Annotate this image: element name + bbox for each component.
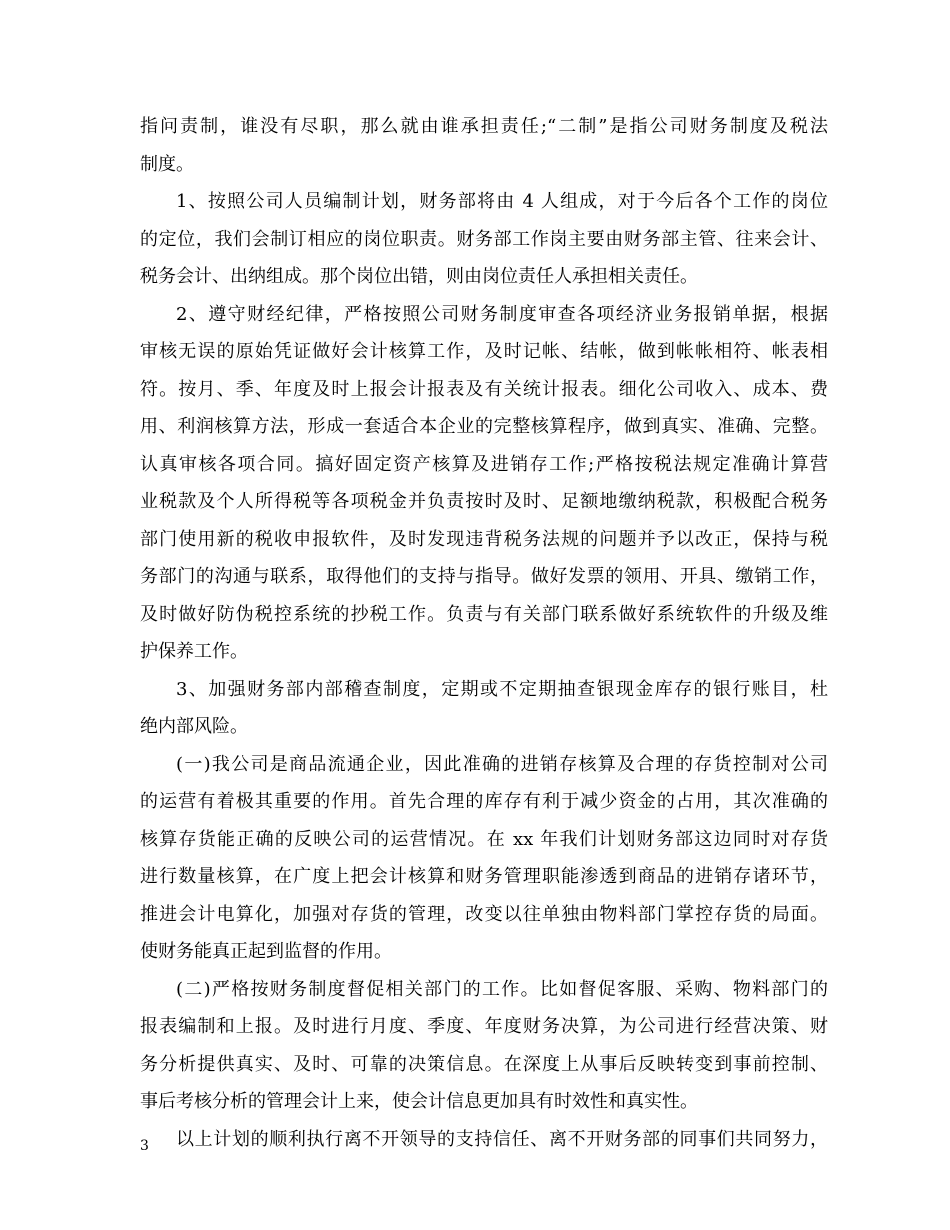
text-line: (二)严格按财务制度督促相关部门的工作。比如督促客服、采购、物料部门的 [176, 978, 828, 1000]
text-line: 部门使用新的税收申报软件，及时发现违背税务法规的问题并予以改正，保持与税 [140, 528, 828, 550]
text-line: 符。按月、季、年度及时上报会计报表及有关统计报表。细化公司收入、成本、费 [140, 378, 828, 400]
text-line: 3、加强财务部内部稽查制度，定期或不定期抽查银现金库存的银行账目，杜 [176, 678, 828, 700]
text-line: 2、遵守财经纪律，严格按照公司财务制度审查各项经济业务报销单据，根据 [176, 303, 828, 325]
text-line: 业税款及个人所得税等各项税金并负责按时及时、足额地缴纳税款，积极配合税务 [140, 491, 828, 512]
text-line: 用、利润核算方法，形成一套适合本企业的完整核算程序，做到真实、准确、完整。 [140, 416, 828, 437]
text-line: 核算存货能正确的反映公司的运营情况。在 xx 年我们计划财务部这边同时对存货 [140, 828, 828, 850]
text-line: 及时做好防伪税控系统的抄税工作。负责与有关部门联系做好系统软件的升级及维 [140, 603, 828, 625]
text-line: 务分析提供真实、及时、可靠的决策信息。在深度上从事后反映转变到事前控制、 [140, 1053, 828, 1075]
text-line: 税务会计、出纳组成。那个岗位出错，则由岗位责任人承担相关责任。 [140, 266, 698, 287]
text-line: 指问责制，谁没有尽职，那么就由谁承担责任;“二制”是指公司财务制度及税法 [140, 116, 828, 137]
text-line: 事后考核分析的管理会计上来，使会计信息更加具有时效性和真实性。 [140, 1091, 698, 1112]
document-body [140, 108, 828, 1158]
text-line: 的运营有着极其重要的作用。首先合理的库存有利于减少资金的占用，其次准确的 [140, 791, 828, 812]
text-line: 护保养工作。 [140, 641, 248, 662]
text-line: 绝内部风险。 [140, 716, 248, 737]
text-line: 认真审核各项合同。搞好固定资产核算及进销存工作;严格按税法规定准确计算营 [140, 453, 828, 475]
text-line: 报表编制和上报。及时进行月度、季度、年度财务决算，为公司进行经营决策、财 [140, 1016, 828, 1037]
text-line: 推进会计电算化，加强对存货的管理，改变以往单独由物料部门掌控存货的局面。 [140, 903, 828, 925]
text-line: 以上计划的顺利执行离不开领导的支持信任、离不开财务部的同事们共同努力， [176, 1128, 828, 1150]
text-line: 的定位，我们会制订相应的岗位职责。财务部工作岗主要由财务部主管、往来会计、 [140, 228, 828, 250]
text-line: 进行数量核算，在广度上把会计核算和财务管理职能渗透到商品的进销存诸环节， [140, 866, 828, 887]
text-line: 使财务能真正起到监督的作用。 [140, 941, 392, 962]
page-number: 3 [140, 1138, 149, 1154]
text-line: 务部门的沟通与联系，取得他们的支持与指导。做好发票的领用、开具、缴销工作， [140, 566, 828, 587]
text-line: 1、按照公司人员编制计划，财务部将由 4 人组成，对于今后各个工作的岗位 [176, 191, 828, 212]
text-line: (一)我公司是商品流通企业，因此准确的进销存核算及合理的存货控制对公司 [176, 753, 828, 775]
text-line: 制度。 [140, 153, 194, 175]
text-line: 审核无误的原始凭证做好会计核算工作，及时记帐、结帐，做到帐帐相符、帐表相 [140, 341, 828, 362]
